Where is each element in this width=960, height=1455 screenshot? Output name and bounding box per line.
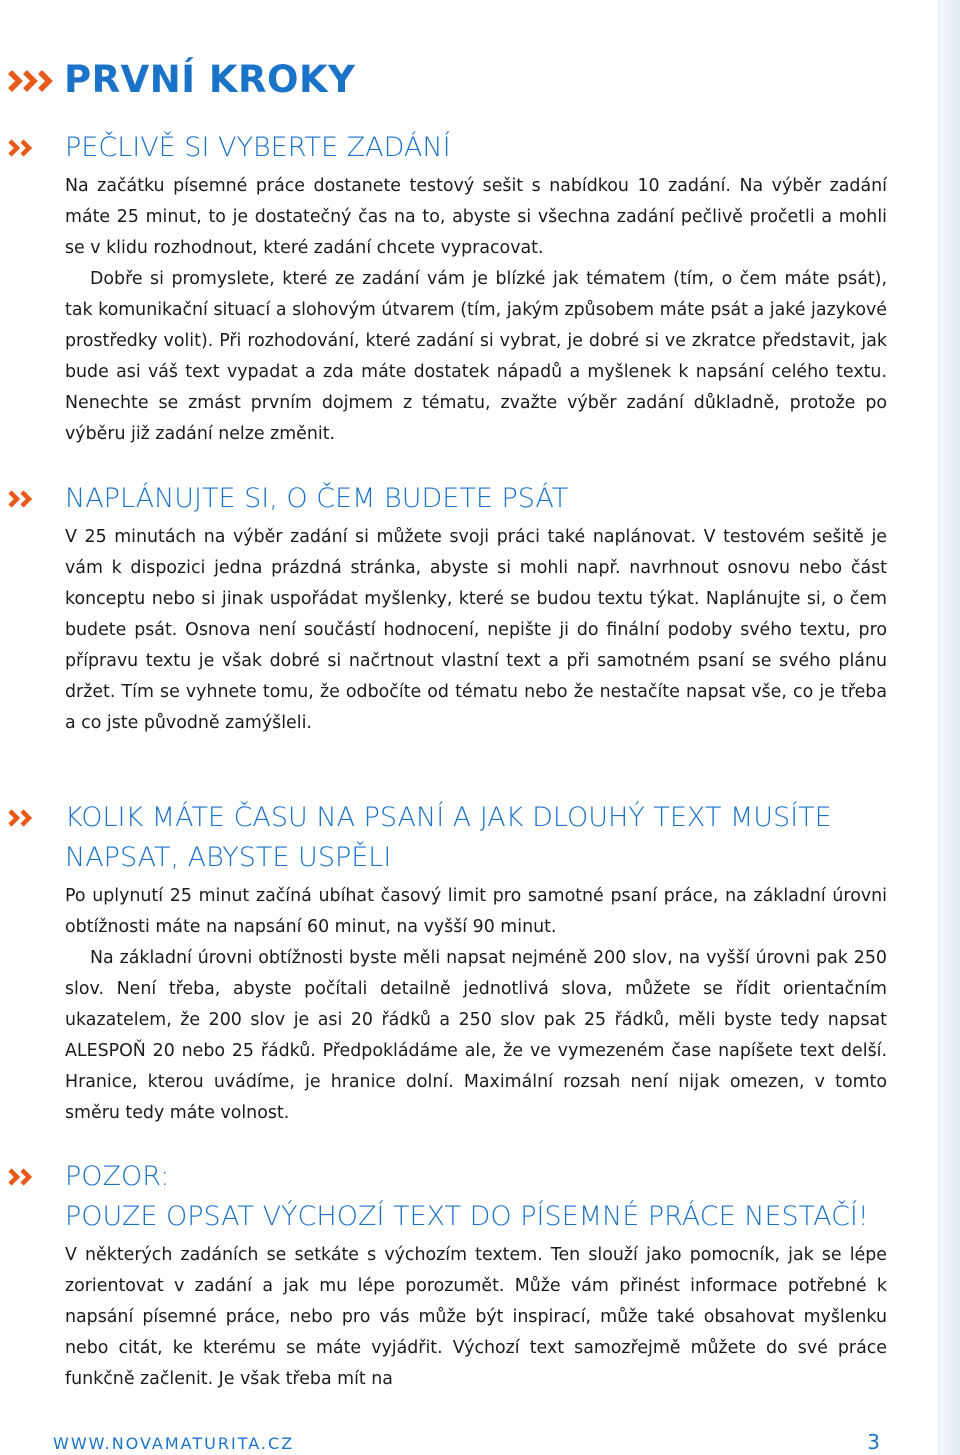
paragraph: V některých zadáních se setkáte s výchozím textem. Ten slouží jako pomocník, jak se lépe zorientovat v zadání a jak mu lépe porozumět. Může vám přinést informace potřebné k napsání písemné práce, nebo pro vás může být inspirací, může také obsahovat myšlenku nebo citát, ke kterému se máte vyjádřit. Výchozí text samozřejmě můžete do své práce funkčně začlenit. Je však třeba mít na <box>65 1245 887 1389</box>
double-chevron-icon <box>8 128 65 168</box>
section-warning <box>8 1157 888 1395</box>
triple-chevron-icon <box>8 68 60 94</box>
footer-website-link[interactable]: WWW.NOVAMATURITA.CZ <box>53 1434 295 1453</box>
section-heading-text: NAPLÁNUJTE SI, O ČEM BUDETE PSÁT <box>65 483 569 514</box>
section-heading <box>8 128 888 168</box>
section-heading-text: NAPSAT, ABYSTE USPĚLI <box>65 842 392 873</box>
section-body <box>65 171 887 450</box>
section-body <box>65 881 887 1129</box>
section-heading-text: POUZE OPSAT VÝCHOZÍ TEXT DO PÍSEMNÉ PRÁCE NESTAČÍ! <box>65 1201 869 1232</box>
double-chevron-icon <box>8 1157 65 1197</box>
paragraph: Na začátku písemné práce dostanete testový sešit s nabídkou 10 zadání. Na výběr zadání máte 25 minut, to je dostatečný čas na to, abyste si všechna zadání pečlivě pročetli a mohli se v klidu rozhodnout, které zadání chcete vypracovat. <box>65 176 887 258</box>
section-plan-writing <box>8 479 888 739</box>
paragraph: Na základní úrovni obtížnosti byste měli napsat nejméně 200 slov, na vyšší úrovni pak 250 slov. Není třeba, abyste počítali detailně jednotlivá slova, můžete se řídit orientačním ukazatelem, že 200 slov je asi 20 řádků a 250 slov pak 25 řádků, měli byste tedy napsat ALESPOŇ 20 nebo 25 řádků. Předpokládáme ale, že ve vymezeném čase napíšete text delší. Hranice, kterou uvádíme, je hranice dolní. Maximální rozsah není nijak omezen, v tomto směru tedy máte volnost. <box>65 948 887 1123</box>
section-heading-text: POZOR: <box>65 1161 170 1192</box>
double-chevron-icon <box>8 798 65 838</box>
section-body <box>65 522 887 739</box>
paragraph: Dobře si promyslete, které ze zadání vám je blízké jak tématem (tím, o čem máte psát), tak komunikační situací a slohovým útvarem (tím, jakým způsobem máte psát a jaké jazykové prostředky volit). Při rozhodování, které zadání si vybrat, je dobré si ve zkratce představit, jak bude asi váš text vypadat a zda máte dostatek nápadů a myšlenek k napsání celého textu. Nenechte se zmást prvním dojmem z tématu, zvažte výběr zadání důkladně, protože po výběru již zadání nelze změnit. <box>65 269 887 444</box>
section-heading <box>8 479 888 519</box>
page-title-text: PRVNÍ KROKY <box>64 58 356 101</box>
section-choose-assignment <box>8 128 888 450</box>
section-time-and-length <box>8 798 888 1129</box>
page-number: 3 <box>867 1430 880 1454</box>
section-body <box>65 1240 887 1395</box>
section-heading <box>8 1157 888 1237</box>
section-heading-text: PEČLIVĚ SI VYBERTE ZADÁNÍ <box>65 132 451 163</box>
double-chevron-icon <box>8 479 65 519</box>
page-edge-decoration <box>938 0 960 1455</box>
page-title <box>8 58 355 101</box>
paragraph: V 25 minutách na výběr zadání si můžete svoji práci také naplánovat. V testovém sešitě je vám k dispozici jedna prázdná stránka, abyste si mohli např. navrhnout osnovu nebo část konceptu nebo si jinak uspořádat myšlenky, které se budou textu týkat. Naplánujte si, o čem budete psát. Osnova není součástí hodnocení, nepište ji do finální podoby svého textu, pro přípravu textu je však dobré si načrtnout vlastní text a při samotném psaní se svého plánu držet. Tím se vyhnete tomu, že odbočíte od tématu nebo že nestačíte napsat vše, co je třeba a co jste původně zamýšleli. <box>65 527 887 733</box>
section-heading-text: KOLIK MÁTE ČASU NA PSANÍ A JAK DLOUHÝ TEXT MUSÍTE <box>65 802 832 833</box>
section-heading <box>8 798 888 878</box>
paragraph: Po uplynutí 25 minut začíná ubíhat časový limit pro samotné psaní práce, na základní úrovni obtížnosti máte na napsání 60 minut, na vyšší 90 minut. <box>65 886 887 937</box>
